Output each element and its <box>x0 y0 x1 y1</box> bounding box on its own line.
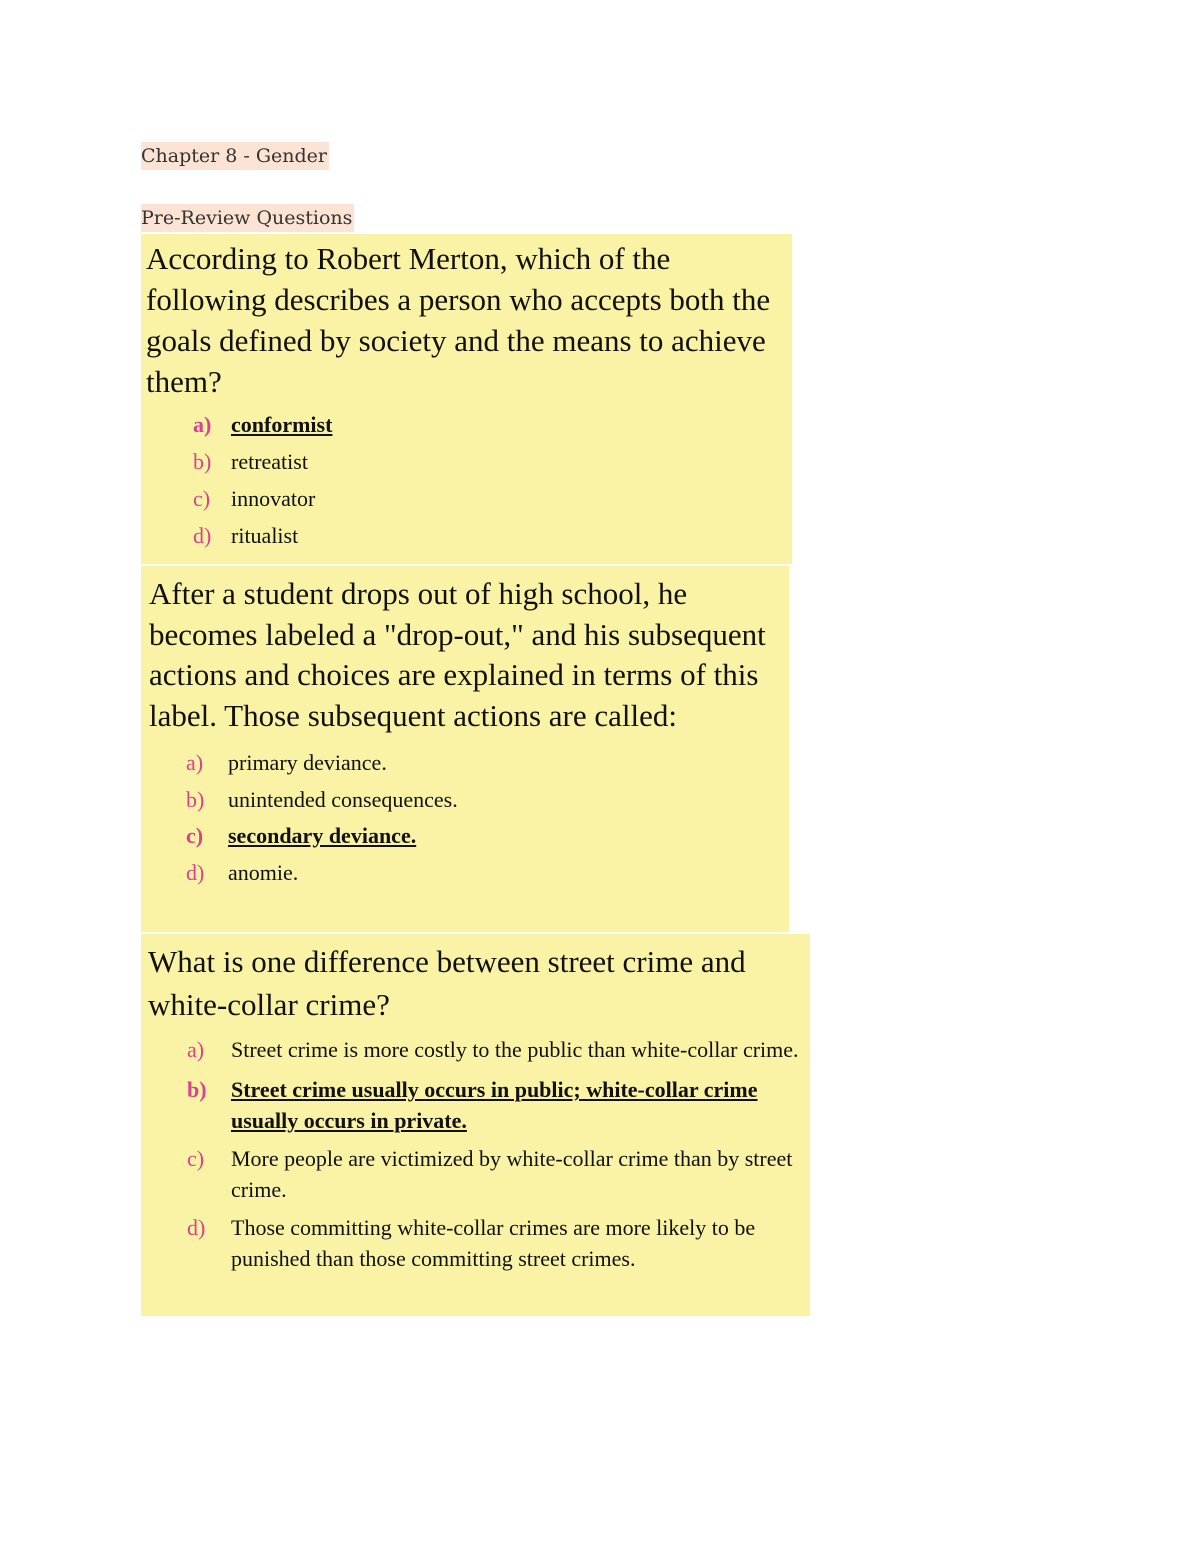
option-text: ritualist <box>231 523 299 548</box>
option-letter: d) <box>193 523 212 548</box>
option-letter: c) <box>186 823 204 848</box>
option-letter: b) <box>186 786 205 812</box>
question-card-1 <box>141 234 792 564</box>
option-c[interactable] <box>187 1143 804 1205</box>
option-a[interactable] <box>193 406 784 443</box>
option-text: Those committing white-collar crimes are more likely to be punished than those committing street crimes. <box>231 1215 756 1271</box>
option-text: Street crime usually occurs in public; white-collar crime usually occurs in private. <box>231 1077 758 1133</box>
option-letter: c) <box>187 1146 205 1171</box>
option-b[interactable] <box>193 443 784 480</box>
option-b[interactable] <box>186 782 781 819</box>
option-letter: c) <box>193 486 211 511</box>
option-a[interactable] <box>186 745 781 782</box>
option-text: innovator <box>231 486 316 511</box>
option-letter: a) <box>187 1037 205 1062</box>
chapter-title: Chapter 8 - Gender <box>141 142 329 170</box>
option-c[interactable] <box>193 480 784 517</box>
option-letter: a) <box>193 412 212 437</box>
option-a[interactable] <box>187 1034 804 1065</box>
option-text: anomie. <box>228 859 299 885</box>
option-b[interactable] <box>187 1074 804 1136</box>
question-card-2 <box>141 566 789 932</box>
option-letter: b) <box>187 1077 207 1102</box>
question-text: What is one difference between street crime and white-collar crime? <box>148 944 746 1022</box>
option-text: retreatist <box>231 449 308 474</box>
option-text: secondary deviance. <box>228 823 417 848</box>
section-subtitle: Pre-Review Questions <box>141 204 354 232</box>
option-d[interactable] <box>193 517 784 554</box>
option-text: unintended consequences. <box>228 786 458 812</box>
option-letter: d) <box>186 859 205 885</box>
option-letter: b) <box>193 449 212 474</box>
option-d[interactable] <box>187 1212 804 1274</box>
question-card-3 <box>141 934 810 1316</box>
option-text: More people are victimized by white-collar crime than by street crime. <box>231 1146 793 1202</box>
option-c[interactable] <box>186 818 781 855</box>
option-text: Street crime is more costly to the public than white-collar crime. <box>231 1037 799 1062</box>
option-text: conformist <box>231 412 333 437</box>
option-letter: a) <box>186 750 204 775</box>
option-letter: d) <box>187 1215 206 1240</box>
question-text: After a student drops out of high school, he becomes labeled a "drop-out," and his subsequent actions and choices are explained in terms of this label. Those subsequent actions are called: <box>149 576 766 733</box>
question-text: According to Robert Merton, which of the following describes a person who accepts both the goals defined by society and the means to achieve them? <box>146 241 771 399</box>
option-d[interactable] <box>186 855 781 892</box>
option-text: primary deviance. <box>228 750 387 775</box>
